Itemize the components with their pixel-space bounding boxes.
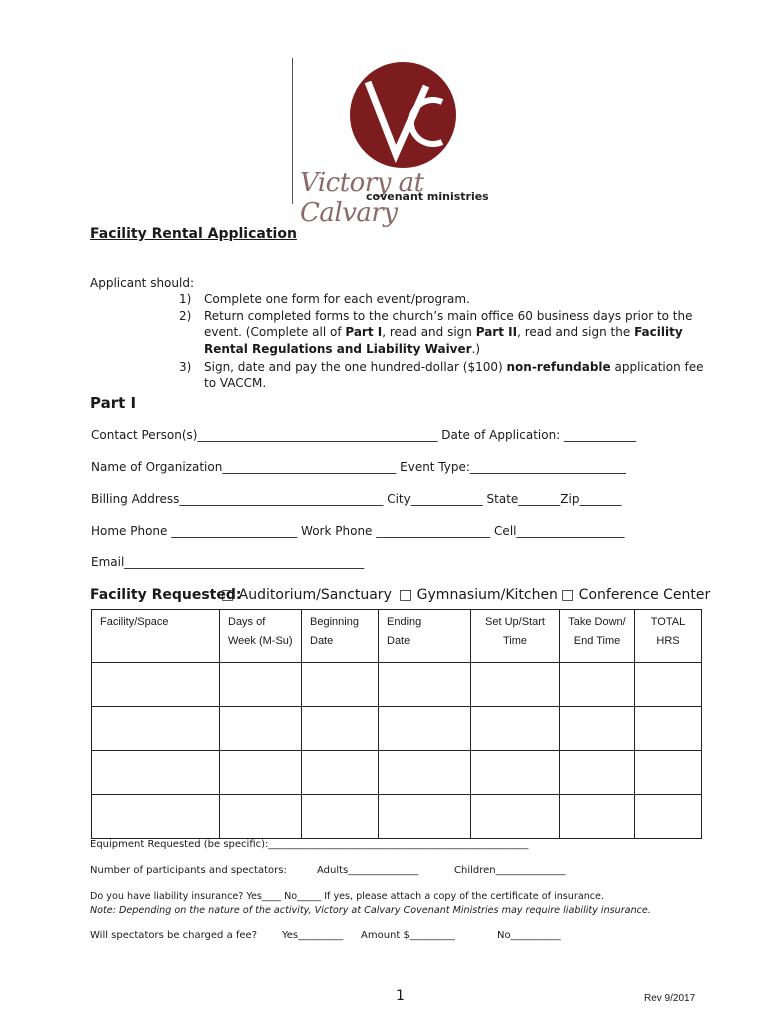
amount-field[interactable]: Amount $_________: [361, 930, 455, 941]
page-title: Facility Rental Application: [90, 226, 297, 242]
table-cell[interactable]: [635, 707, 702, 751]
ministry-logo: [292, 58, 512, 228]
header-beginning-date: Beginning Date: [302, 610, 379, 663]
header-ending-date: Ending Date: [379, 610, 471, 663]
revision-date: Rev 9/2017: [644, 993, 696, 1004]
table-cell[interactable]: [220, 707, 302, 751]
contact-person-field[interactable]: Contact Person(s)________________________________________ Date of Application: ____________: [91, 428, 637, 442]
vc-monogram-icon: [350, 62, 456, 168]
intro-item-2-line2: event. (Complete all of Part I, read and sign Part II, read and sign the Facility: [204, 325, 683, 339]
table-row: [92, 795, 702, 839]
facility-schedule-table: [91, 609, 702, 839]
table-cell[interactable]: [220, 751, 302, 795]
insurance-note: Note: Depending on the nature of the activity, Victory at Calvary Covenant Ministries may require liability insurance.: [90, 905, 651, 916]
intro-item-3-line2: to VACCM.: [204, 376, 267, 390]
header-days-of-week: Days of Week (M-Su): [220, 610, 302, 663]
phone-field[interactable]: Home Phone _____________________ Work Phone ___________________ Cell__________________: [91, 524, 625, 538]
header-setup-start-time: Set Up/Start Time: [471, 610, 560, 663]
adults-field[interactable]: Adults______________: [317, 865, 419, 876]
header-facility-space: Facility/Space: [92, 610, 220, 663]
children-field[interactable]: Children______________: [454, 865, 566, 876]
table-cell[interactable]: [379, 663, 471, 707]
facility-requested-label: Facility Requested:: [90, 587, 242, 603]
table-cell[interactable]: [471, 795, 560, 839]
table-row: [92, 707, 702, 751]
table-cell[interactable]: [379, 751, 471, 795]
table-cell[interactable]: [220, 663, 302, 707]
logo-divider: [292, 58, 293, 204]
table-cell[interactable]: [302, 795, 379, 839]
header-total-hrs: TOTAL HRS: [635, 610, 702, 663]
table-cell[interactable]: [560, 795, 635, 839]
option-gymnasium-checkbox[interactable]: □ Gymnasium/Kitchen: [399, 587, 558, 603]
table-cell[interactable]: [92, 663, 220, 707]
table-cell[interactable]: [635, 795, 702, 839]
table-cell[interactable]: [471, 707, 560, 751]
table-cell[interactable]: [379, 707, 471, 751]
facility-requested: [90, 587, 241, 603]
table-cell[interactable]: [92, 707, 220, 751]
page-number: 1: [396, 988, 405, 1004]
intro-item-3-line1: Sign, date and pay the one hundred-dollar ($100) non-refundable application fee: [204, 360, 704, 374]
billing-address-field[interactable]: Billing Address__________________________________ City____________ State_______Zip_______: [91, 492, 622, 506]
table-cell[interactable]: [635, 663, 702, 707]
table-row: [92, 663, 702, 707]
spectators-yes-field[interactable]: Yes_________: [282, 930, 344, 941]
table-header-row: [92, 610, 702, 663]
equipment-field[interactable]: Equipment Requested (be specific):____________________________________________________: [90, 839, 529, 850]
participants-label: Number of participants and spectators:: [90, 865, 287, 876]
organization-field[interactable]: Name of Organization_____________________________ Event Type:__________________________: [91, 460, 626, 474]
option-conference-checkbox[interactable]: □ Conference Center: [561, 587, 711, 603]
table-cell[interactable]: [379, 795, 471, 839]
table-cell[interactable]: [560, 707, 635, 751]
spectators-fee-label: Will spectators be charged a fee?: [90, 930, 258, 941]
intro-lead: Applicant should:: [90, 276, 194, 290]
option-auditorium-checkbox[interactable]: □ Auditorium/Sanctuary: [221, 587, 392, 603]
spectators-no-field[interactable]: No__________: [497, 930, 561, 941]
table-cell[interactable]: [560, 751, 635, 795]
table-cell[interactable]: [92, 795, 220, 839]
table-cell[interactable]: [220, 795, 302, 839]
table-cell[interactable]: [92, 751, 220, 795]
intro-item-2-line3: Rental Regulations and Liability Waiver.): [204, 342, 481, 356]
table-cell[interactable]: [302, 707, 379, 751]
table-cell[interactable]: [635, 751, 702, 795]
header-take-down-end-time: Take Down/ End Time: [560, 610, 635, 663]
table-cell[interactable]: [471, 751, 560, 795]
table-cell[interactable]: [302, 663, 379, 707]
email-field[interactable]: Email________________________________________: [91, 555, 365, 569]
part1-heading: Part I: [90, 394, 137, 412]
table-cell[interactable]: [471, 663, 560, 707]
table-cell[interactable]: [560, 663, 635, 707]
table-row: [92, 751, 702, 795]
logo-subtitle: covenant ministries: [366, 190, 489, 203]
insurance-question[interactable]: Do you have liability insurance? Yes____ No_____ If yes, please attach a copy of the certificate of insurance.: [90, 891, 605, 902]
intro-item-3-num: 3): [179, 360, 192, 374]
logo-script-text: Victory at Calvary: [300, 168, 424, 228]
intro-item-2-line1: Return completed forms to the church’s main office 60 business days prior to the: [204, 309, 693, 323]
table-cell[interactable]: [302, 751, 379, 795]
intro-item-1-num: 1): [179, 292, 192, 306]
intro-item-1-text: Complete one form for each event/program.: [204, 292, 470, 306]
intro-item-2-num: 2): [179, 309, 192, 323]
